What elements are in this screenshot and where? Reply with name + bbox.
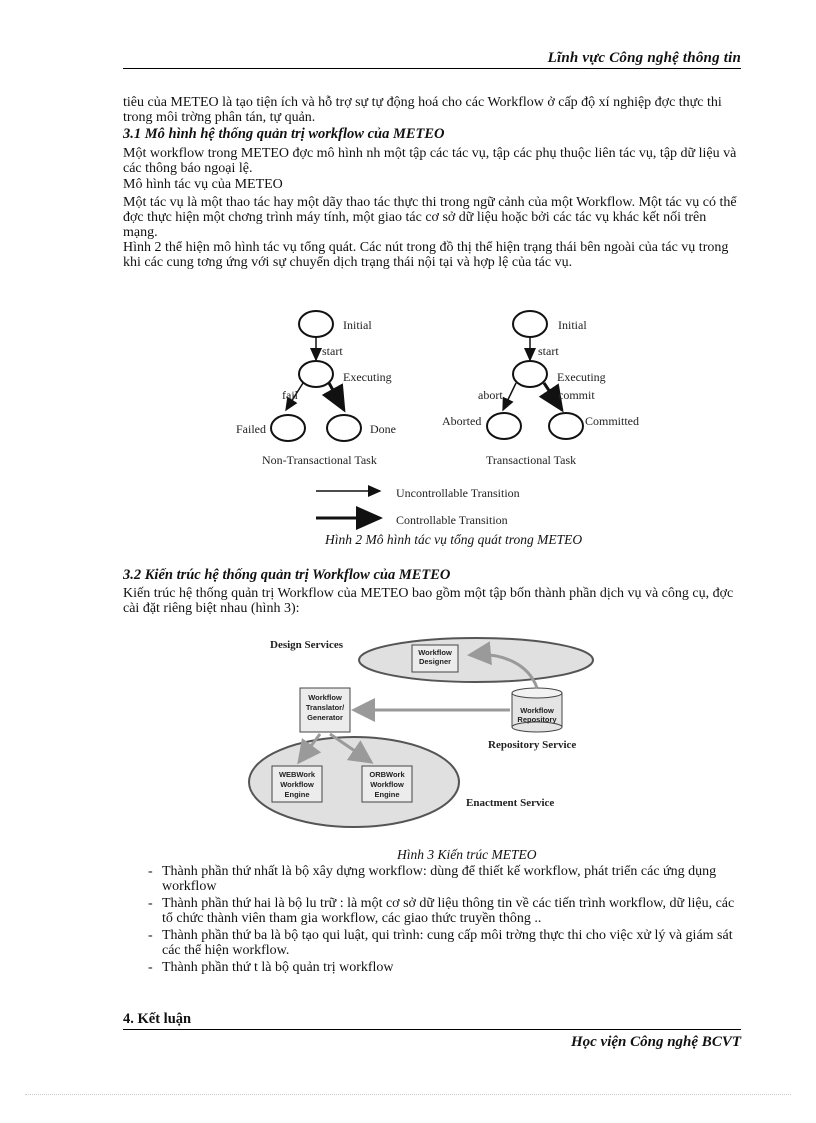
svg-text:Workflow: Workflow: [520, 706, 554, 715]
component-list: [145, 864, 745, 977]
state-done: [327, 415, 361, 441]
svg-text:Repository: Repository: [517, 715, 557, 724]
svg-text:Workflow: Workflow: [418, 648, 452, 657]
label-fail: fail: [282, 388, 298, 402]
state-aborted: [487, 413, 521, 439]
label-committed: Committed: [585, 414, 639, 428]
task-model-title: Mô hình tác vụ của METEO: [123, 177, 283, 192]
label-failed: Failed: [236, 422, 266, 436]
intro-paragraph: tiêu của METEO là tạo tiện ích và hỗ trợ sự tự động hoá cho các Workflow ở cấp độ xí nghiệp đợc thực thi trong môi trờng phân tán, tự quản.: [123, 95, 722, 125]
design-services-ellipse: [359, 638, 593, 682]
figure-3-architecture: [244, 630, 604, 845]
label-done: Done: [370, 422, 396, 436]
state-failed: [271, 415, 305, 441]
label-design-services: Design Services: [270, 639, 344, 651]
page-header: [123, 48, 741, 69]
label-commit: commit: [558, 388, 595, 402]
svg-text:Generator: Generator: [307, 713, 343, 722]
label-non-transactional: Non-Transactional Task: [262, 453, 377, 467]
state-initial-left: [299, 311, 333, 337]
workflow-repository-cylinder: [512, 688, 562, 732]
fig2-paragraph: Hình 2 thể hiện mô hình tác vụ tổng quát. Các nút trong đồ thị thể hiện trạng thái bên ngoài của tác vụ trong khi các cung tơng ứng với sự chuyển dịch trạng thái nội tại và hợp lệ của tác vụ.: [123, 240, 729, 270]
label-start-left: start: [322, 344, 343, 358]
page-footer: [123, 1029, 741, 1052]
svg-text:Workflow: Workflow: [370, 780, 404, 789]
figure-3-caption: Hình 3 Kiến trúc METEO: [397, 847, 537, 862]
architecture-paragraph: Kiến trúc hệ thống quản trị Workflow của METEO bao gồm một tập bốn thành phần dịch vụ và công cụ, đợc cài đặt riêng biệt nhau (hình 3):: [123, 586, 734, 616]
label-executing-left: Executing: [343, 370, 392, 384]
figure-2-task-model: [220, 300, 660, 540]
state-executing-right: [513, 361, 547, 387]
label-start-right: start: [538, 344, 559, 358]
list-item: - Thành phần thứ t là bộ quản trị workflow: [145, 960, 745, 975]
footer-text: Học viện Công nghệ BCVT: [570, 1034, 741, 1050]
svg-text:Engine: Engine: [374, 790, 400, 799]
page-edge-divider: [25, 1094, 791, 1095]
label-executing-right: Executing: [557, 370, 606, 384]
list-item: - Thành phần thứ ba là bộ tạo qui luật, qui trình: cung cấp môi trờng thực thi cho việc xử lý và giám sát các thể hiện workflow.: [145, 928, 745, 958]
label-transactional: Transactional Task: [486, 453, 577, 467]
svg-text:Translator/: Translator/: [305, 703, 345, 712]
label-initial-right: Initial: [558, 318, 587, 332]
list-item: - Thành phần thứ nhất là bộ xây dựng workflow: dùng để thiết kế workflow, phát triển các ứng dụng workflow: [145, 864, 745, 894]
model-paragraph: Một workflow trong METEO đợc mô hình nh một tập các tác vụ, tập các phụ thuộc liên tác vụ, tập dữ liệu và các thông báo ngoại lệ.: [123, 146, 737, 176]
state-committed: [549, 413, 583, 439]
figure-2-caption: Hình 2 Mô hình tác vụ tổng quát trong METEO: [325, 532, 583, 547]
legend-uncontrollable: Uncontrollable Transition: [396, 486, 520, 500]
header-text: Lĩnh vực Công nghệ thông tin: [547, 50, 741, 66]
heading-4: 4. Kết luận: [123, 1011, 192, 1027]
heading-3-1: 3.1 Mô hình hệ thống quản trị workflow của METEO: [123, 126, 445, 142]
svg-text:Designer: Designer: [418, 657, 452, 666]
state-initial-right: [513, 311, 547, 337]
label-aborted: Aborted: [442, 414, 482, 428]
state-executing-left: [299, 361, 333, 387]
svg-text:WEBWork: WEBWork: [278, 770, 316, 779]
heading-3-2: 3.2 Kiến trúc hệ thống quản trị Workflow của METEO: [123, 567, 451, 583]
svg-text:Engine: Engine: [284, 790, 310, 799]
legend-controllable: Controllable Transition: [396, 513, 508, 527]
label-initial-left: Initial: [343, 318, 372, 332]
label-abort: abort: [478, 388, 503, 402]
label-enactment-service: Enactment Service: [466, 797, 555, 809]
label-repository-service: Repository Service: [488, 739, 577, 751]
svg-text:Workflow: Workflow: [308, 693, 342, 702]
svg-text:ORBWork: ORBWork: [369, 770, 405, 779]
list-item: - Thành phần thứ hai là bộ lu trữ : là một cơ sở dữ liệu thông tin về các tiến trình workflow, dữ liệu, các tổ chức thành viên tham gia workflow, các giao thức truyền thông ..: [145, 896, 745, 926]
task-paragraph: Một tác vụ là một thao tác hay một dãy thao tác thực thi trong ngữ cảnh của một Workflow. Một tác vụ có thể đợc thực hiện một chơng trình máy tính, một giao tác cơ sở dữ liệu hoặc bởi các tác vụ khác kết nối trên mạng.: [123, 195, 737, 240]
svg-text:Workflow: Workflow: [280, 780, 314, 789]
